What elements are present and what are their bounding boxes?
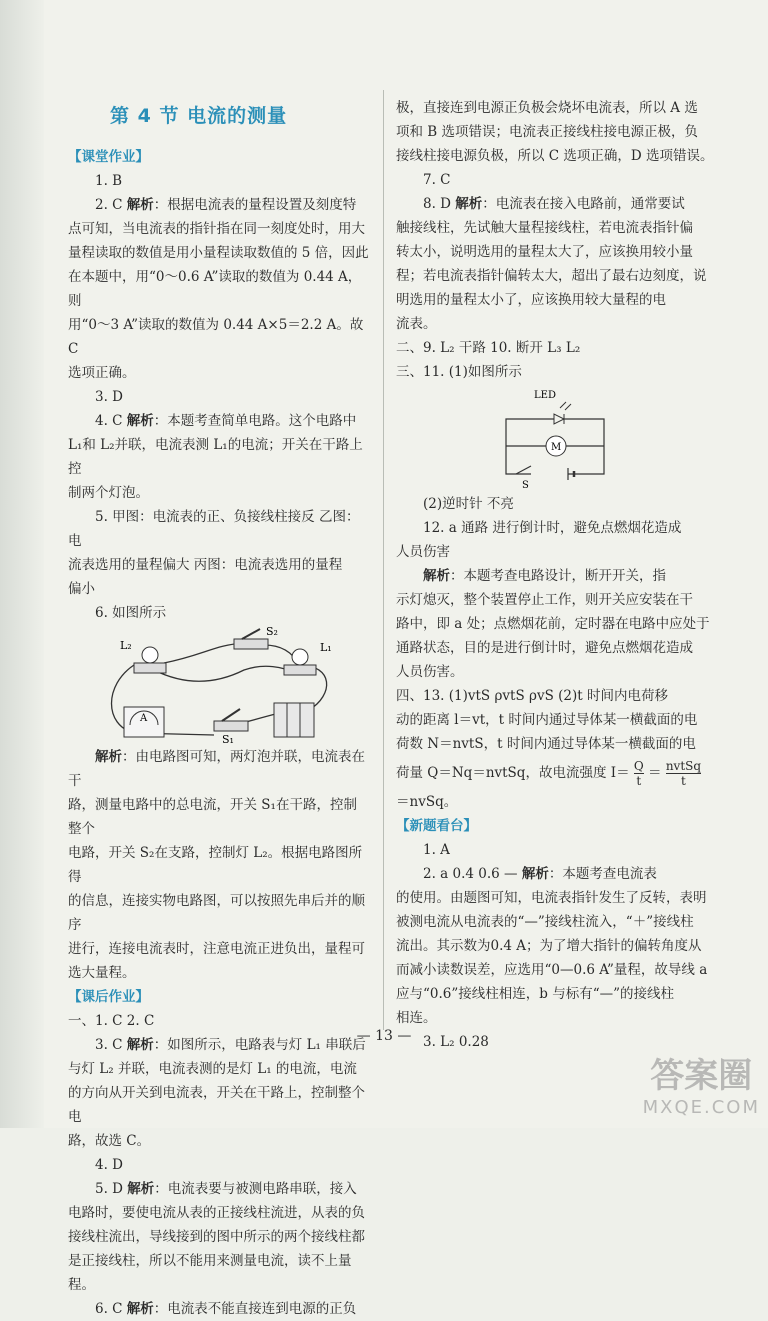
switch-icon — [516, 466, 531, 491]
answer-line: 3. C 解析：如图所示，电路表与灯 L₁ 串联后 — [95, 1037, 366, 1053]
answer-line: 6. 如图所示 — [95, 605, 167, 621]
right-column — [396, 96, 726, 1054]
answer-line: 接线柱接电源负极，所以 C 选项正确，D 选项错误。 — [396, 148, 714, 164]
answer-line: 12. a 通路 进行倒计时，避免点燃烟花造成 — [423, 520, 682, 536]
answer-line: 5. D 解析：电流表要与被测电路串联，接入 — [95, 1181, 357, 1197]
book-spine-shadow — [0, 0, 44, 1128]
answer-line: 电路，开关 S₂在支路，控制灯 L₂。根据电路图所得 — [68, 845, 363, 885]
answer-line: 在本题中，用“0～0.6 A”读取的数值为 0.44 A，则 — [68, 269, 362, 309]
answer-line: 被测电流从电流表的“—”接线柱流入，“＋”接线柱 — [396, 914, 694, 930]
answer-line: 2. C 解析：根据电流表的量程设置及刻度特 — [95, 197, 357, 213]
svg-text:S₂: S₂ — [266, 625, 278, 638]
answer-line: 偏小 — [68, 581, 95, 597]
answer-line: 5. 甲图：电流表的正、负接线柱接反 乙图：电 — [68, 509, 360, 549]
answer-line: 人员伤害 — [396, 544, 450, 560]
answer-line: 1. B — [95, 173, 123, 189]
answer-line: (2)逆时针 不亮 — [423, 496, 514, 512]
answer-line: 接线柱流出，导线接到的图中所示的两个接线柱都 — [68, 1229, 365, 1245]
answer-line: 三、11. (1)如图所示 — [396, 364, 522, 380]
answer-line: 制两个灯泡。 — [68, 485, 149, 501]
circuit-diagram-figure — [486, 384, 636, 492]
answer-line: 3. D — [95, 389, 123, 405]
column-divider — [383, 90, 384, 1030]
page-title: 第 4 节 电流的测量 — [110, 105, 288, 127]
answer-line: 3. L₂ 0.28 — [423, 1034, 489, 1050]
svg-text:A: A — [140, 713, 148, 724]
answer-line: 的使用。由题图可知，电流表指针发生了反转，表明 — [396, 890, 707, 906]
answer-line: 人员伤害。 — [396, 664, 464, 680]
answer-line: 通路状态，目的是进行倒计时，避免点燃烟花造成 — [396, 640, 693, 656]
answer-line: 进行，连接电流表时，注意电流正进负出，量程可 — [68, 941, 365, 957]
answer-line: 极，直接连到电源正负极会烧坏电流表，所以 A 选 — [396, 100, 698, 116]
fraction: nvtSq t — [665, 759, 702, 788]
answer-line: 解析：本题考查电路设计，断开开关，指 — [423, 568, 666, 584]
fraction: $\frac{Q}{t}$ — [633, 759, 644, 788]
left-column — [68, 145, 370, 1321]
answer-line: 路中，即 a 处；点燃烟花前，定时器在电路中应处于 — [396, 616, 710, 632]
answer-line: L₁和 L₂并联，电流表测 L₁的电流；开关在干路上控 — [68, 437, 363, 477]
answer-line: 荷数 N＝nvtS，t 时间内通过导体某一横截面的电 — [396, 736, 696, 752]
answer-line: 转太小，说明选用的量程太大了，应该换用较小量 — [396, 244, 693, 260]
answer-line: 用“0～3 A”读取的数值为 0.44 A×5＝2.2 A。故 C — [68, 317, 364, 357]
answer-line: 7. C — [423, 172, 451, 188]
svg-text:L₂: L₂ — [120, 639, 132, 652]
answer-line: 流表选用的量程偏大 丙图：电流表选用的量程 — [68, 557, 343, 573]
answer-line: ＝nvSq。 — [396, 794, 458, 810]
svg-text:M: M — [551, 442, 562, 453]
section-heading: 【新题看台】 — [396, 818, 477, 834]
answer-line: 项和 B 选项错误；电流表正接线柱接电源正极，负 — [396, 124, 699, 140]
answer-line: 是正接线柱，所以不能用来测量电流，读不上量程。 — [68, 1253, 352, 1293]
answer-line: 明选用的量程太小了，应该换用较大量程的电 — [396, 292, 666, 308]
site-watermark: 答案圈 MXQE.COM — [642, 1056, 760, 1118]
answer-line: 的方向从开关到电流表，开关在干路上，控制整个电 — [68, 1085, 365, 1125]
answer-line: 的信息，连接实物电路图，可以按照先串后并的顺序 — [68, 893, 365, 933]
answer-line: 动的距离 l＝vt，t 时间内通过导体某一横截面的电 — [396, 712, 698, 728]
answer-line: 4. D — [95, 1157, 123, 1173]
answer-line: 电路时，要使电流从表的正接线柱流进，从表的负 — [68, 1205, 365, 1221]
answer-line: 8. D 解析：电流表在接入电路前，通常要试 — [423, 196, 685, 212]
ammeter-icon — [124, 707, 164, 737]
answer-line: 6. C 解析：电流表不能直接连到电源的正负 — [95, 1301, 357, 1317]
switch-s1-icon — [214, 709, 248, 745]
answer-line: 应与“0.6”接线柱相连，b 与标有“—”的接线柱 — [396, 986, 675, 1002]
answer-line: 示灯熄灭，整个装置停止工作，则开关应安装在干 — [396, 592, 693, 608]
answer-line: 4. C 解析：本题考查简单电路。这个电路中 — [95, 413, 357, 429]
answer-line: 相连。 — [396, 1010, 437, 1026]
answer-line: 选大量程。 — [68, 965, 136, 981]
page-number: — 13 — — [356, 1028, 412, 1044]
formula-line: 荷量 Q＝Nq＝nvtSq，故电流强度 I＝ $\frac{Q}{t}$ ＝ nvtSq t — [396, 759, 702, 788]
answer-line: 流表。 — [396, 316, 437, 332]
answer-line: 量程读取的数值是用小量程读取数值的 5 倍，因此 — [68, 245, 369, 261]
section-heading: 【课后作业】 — [68, 989, 149, 1005]
svg-text:S₁: S₁ — [222, 733, 234, 745]
led-icon — [554, 402, 571, 424]
svg-text:LED: LED — [534, 390, 556, 401]
answer-line: 与灯 L₂ 并联，电流表测的是灯 L₁ 的电流，电流 — [68, 1061, 357, 1077]
answer-line: 解析：由电路图可知，两灯泡并联，电流表在干 — [68, 749, 365, 789]
svg-text:S: S — [522, 480, 529, 491]
answer-line: 而减小读数误差，应选用“0—0.6 A”量程，故导线 a — [396, 962, 708, 978]
answer-line: 2. a 0.4 0.6 — 解析：本题考查电流表 — [423, 866, 657, 882]
svg-text:L₁: L₁ — [320, 641, 332, 654]
lamp-l2-icon — [120, 639, 166, 673]
answer-line: 路，故选 C。 — [68, 1133, 151, 1149]
answer-line: 一、1. C 2. C — [68, 1013, 155, 1029]
answer-line: 程；若电流表指针偏转太大，超出了最右边刻度，说 — [396, 268, 707, 284]
answer-line: 四、13. (1)vtS ρvtS ρvS (2)t 时间内电荷移 — [396, 688, 668, 704]
answer-line: 触接线柱，先试触大量程接线柱，若电流表指针偏 — [396, 220, 693, 236]
motor-icon — [546, 436, 566, 456]
answer-line: 路，测量电路中的总电流，开关 S₁在干路，控制整个 — [68, 797, 357, 837]
answer-line: 选项正确。 — [68, 365, 136, 381]
lamp-l1-icon — [284, 641, 332, 675]
section-heading: 【课堂作业】 — [68, 149, 149, 165]
answer-line: 流出。其示数为0.4 A；为了增大指针的偏转角度从 — [396, 938, 702, 954]
physical-circuit-figure — [94, 625, 344, 745]
battery-icon — [274, 703, 314, 737]
answer-line: 1. A — [423, 842, 450, 858]
answer-line: 点可知，当电流表的指针指在同一刻度处时，用大 — [68, 221, 365, 237]
answer-line: 二、9. L₂ 干路 10. 断开 L₃ L₂ — [396, 340, 581, 356]
